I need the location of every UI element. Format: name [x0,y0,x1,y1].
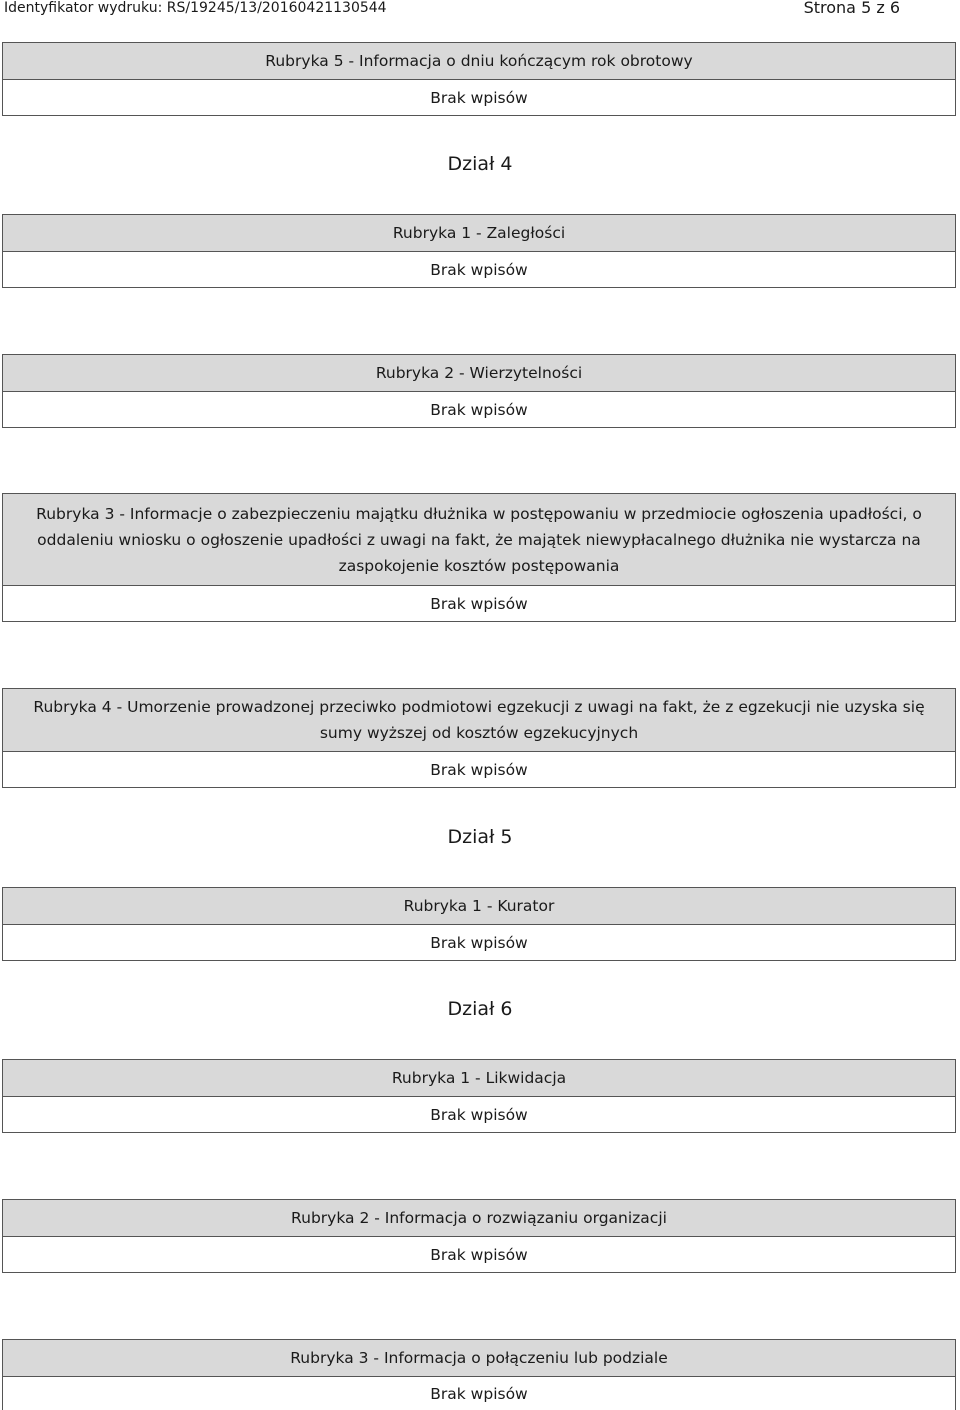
rubric-title: Rubryka 3 - Informacja o połączeniu lub podziale [3,1340,955,1377]
rubric-content: Brak wpisów [3,392,955,427]
rubric-content: Brak wpisów [3,1237,955,1272]
rubric-title: Rubryka 2 - Informacja o rozwiązaniu organizacji [3,1200,955,1237]
rubric-title: Rubryka 1 - Zaległości [3,215,955,252]
rubric-block-enforcement-discontinuation [2,688,956,788]
rubric-content: Brak wpisów [3,80,955,115]
rubric-title: Rubryka 4 - Umorzenie prowadzonej przeciwko podmiotowi egzekucji z uwagi na fakt, że z egzekucji nie uzyska się sumy wyższej od kosztów egzekucyjnych [3,689,955,752]
rubric-content: Brak wpisów [3,252,955,287]
rubric-content: Brak wpisów [3,1377,955,1410]
rubric-title: Rubryka 2 - Wierzytelności [3,355,955,392]
section-title-dzial-6: Dział 6 [447,998,513,1020]
rubric-block-liquidation [2,1059,956,1133]
rubric-block-receivables [2,354,956,428]
rubric-title: Rubryka 1 - Likwidacja [3,1060,955,1097]
rubric-title: Rubryka 5 - Informacja o dniu kończącym rok obrotowy [3,43,955,80]
rubric-block-arrears [2,214,956,288]
section-title-dzial-5: Dział 5 [447,826,513,848]
rubric-title: Rubryka 3 - Informacje o zabezpieczeniu majątku dłużnika w postępowaniu w przedmiocie ogłoszenia upadłości, o oddaleniu wniosku o ogłoszenie upadłości z uwagi na fakt, że majątek niewypłacalnego dłużnika nie wystarcza na zaspokojenie kosztów postępowania [3,494,955,586]
rubric-content: Brak wpisów [3,752,955,787]
rubric-block-bankruptcy-security [2,493,956,622]
print-identifier: Identyfikator wydruku: RS/19245/13/20160421130544 [4,0,387,16]
rubric-content: Brak wpisów [3,925,955,960]
rubric-block-merger-division [2,1339,956,1410]
section-title-dzial-4: Dział 4 [447,153,513,175]
rubric-title: Rubryka 1 - Kurator [3,888,955,925]
rubric-block-dissolution [2,1199,956,1273]
rubric-block-day-ending-fiscal-year [2,42,956,116]
rubric-block-curator [2,887,956,961]
rubric-content: Brak wpisów [3,1097,955,1132]
rubric-content: Brak wpisów [3,586,955,621]
page-number: Strona 5 z 6 [803,0,900,17]
